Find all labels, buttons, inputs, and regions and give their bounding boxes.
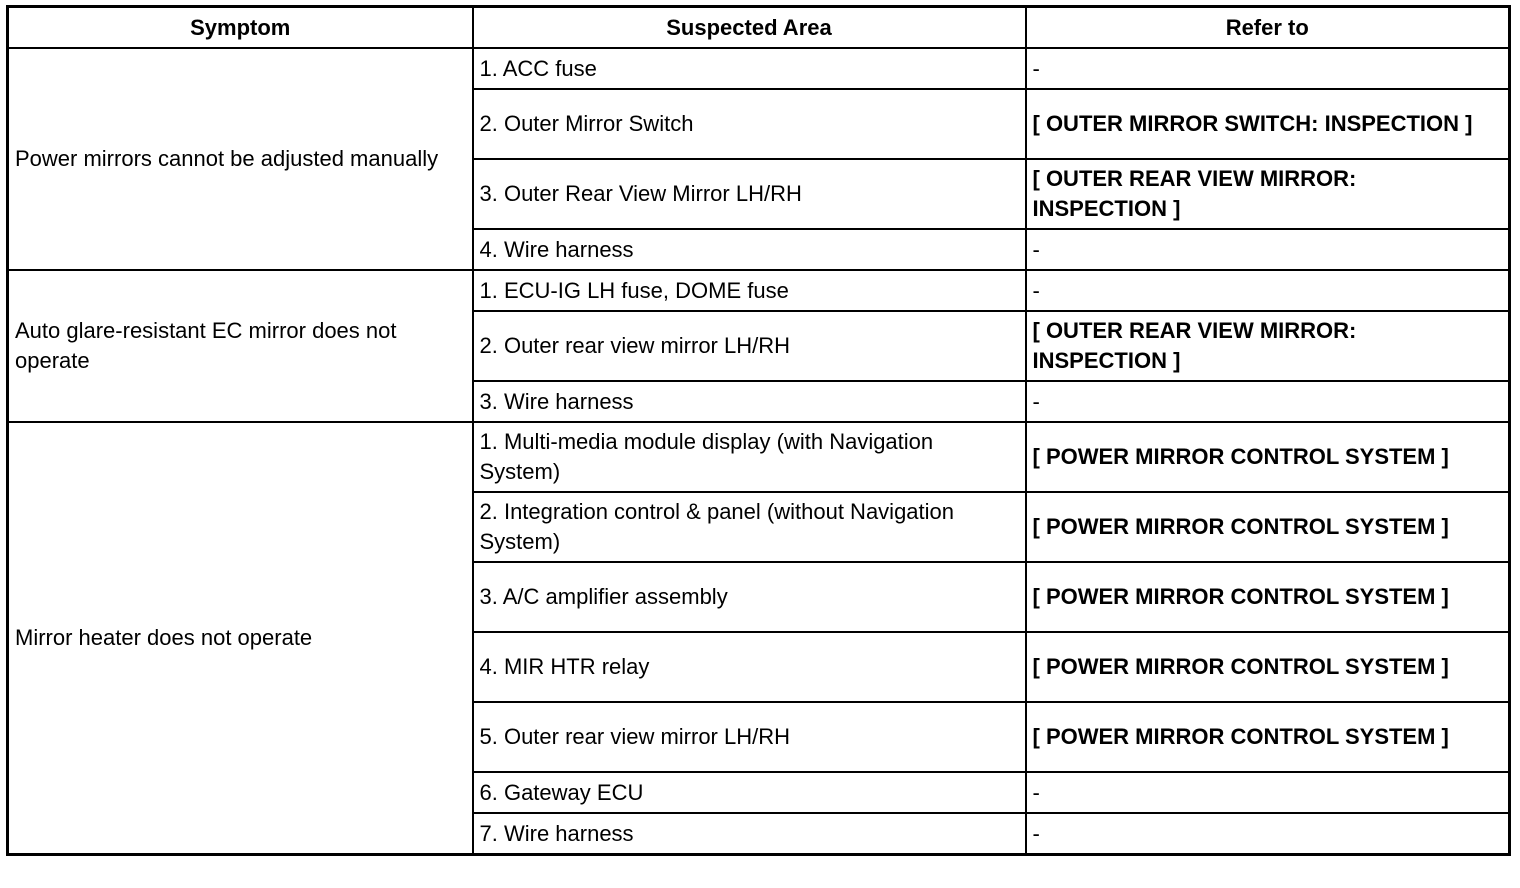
area-cell: 2. Integration control & panel (without Navigation System) [473, 492, 1026, 562]
refer-link[interactable]: [ POWER MIRROR CONTROL SYSTEM ] [1026, 422, 1510, 492]
area-cell: 3. Outer Rear View Mirror LH/RH [473, 159, 1026, 229]
area-cell: 4. Wire harness [473, 229, 1026, 270]
area-cell: 1. ECU-IG LH fuse, DOME fuse [473, 270, 1026, 311]
table-row [8, 48, 1510, 89]
area-cell: 1. ACC fuse [473, 48, 1026, 89]
refer-link[interactable]: [ OUTER REAR VIEW MIRROR: INSPECTION ] [1026, 311, 1510, 381]
refer-cell: - [1026, 270, 1510, 311]
symptom-cell: Power mirrors cannot be adjusted manually [8, 48, 473, 270]
area-cell: 3. A/C amplifier assembly [473, 562, 1026, 632]
table-row [8, 270, 1510, 311]
symptom-cell: Auto glare-resistant EC mirror does not operate [8, 270, 473, 422]
troubleshooting-table [6, 5, 1511, 856]
header-suspected-area: Suspected Area [473, 7, 1026, 49]
refer-link[interactable]: [ POWER MIRROR CONTROL SYSTEM ] [1026, 632, 1510, 702]
area-cell: 3. Wire harness [473, 381, 1026, 422]
table-row [8, 422, 1510, 492]
area-cell: 1. Multi-media module display (with Navigation System) [473, 422, 1026, 492]
refer-link[interactable]: [ OUTER REAR VIEW MIRROR: INSPECTION ] [1026, 159, 1510, 229]
refer-link[interactable]: [ POWER MIRROR CONTROL SYSTEM ] [1026, 562, 1510, 632]
refer-link[interactable]: [ POWER MIRROR CONTROL SYSTEM ] [1026, 492, 1510, 562]
refer-link[interactable]: [ POWER MIRROR CONTROL SYSTEM ] [1026, 702, 1510, 772]
refer-link[interactable]: [ OUTER MIRROR SWITCH: INSPECTION ] [1026, 89, 1510, 159]
header-row [8, 7, 1510, 49]
area-cell: 7. Wire harness [473, 813, 1026, 855]
area-cell: 2. Outer rear view mirror LH/RH [473, 311, 1026, 381]
area-cell: 5. Outer rear view mirror LH/RH [473, 702, 1026, 772]
area-cell: 2. Outer Mirror Switch [473, 89, 1026, 159]
header-refer-to: Refer to [1026, 7, 1510, 49]
refer-cell: - [1026, 381, 1510, 422]
area-cell: 4. MIR HTR relay [473, 632, 1026, 702]
refer-cell: - [1026, 772, 1510, 813]
refer-cell: - [1026, 229, 1510, 270]
header-symptom: Symptom [8, 7, 473, 49]
area-cell: 6. Gateway ECU [473, 772, 1026, 813]
refer-cell: - [1026, 813, 1510, 855]
symptom-cell: Mirror heater does not operate [8, 422, 473, 855]
refer-cell: - [1026, 48, 1510, 89]
